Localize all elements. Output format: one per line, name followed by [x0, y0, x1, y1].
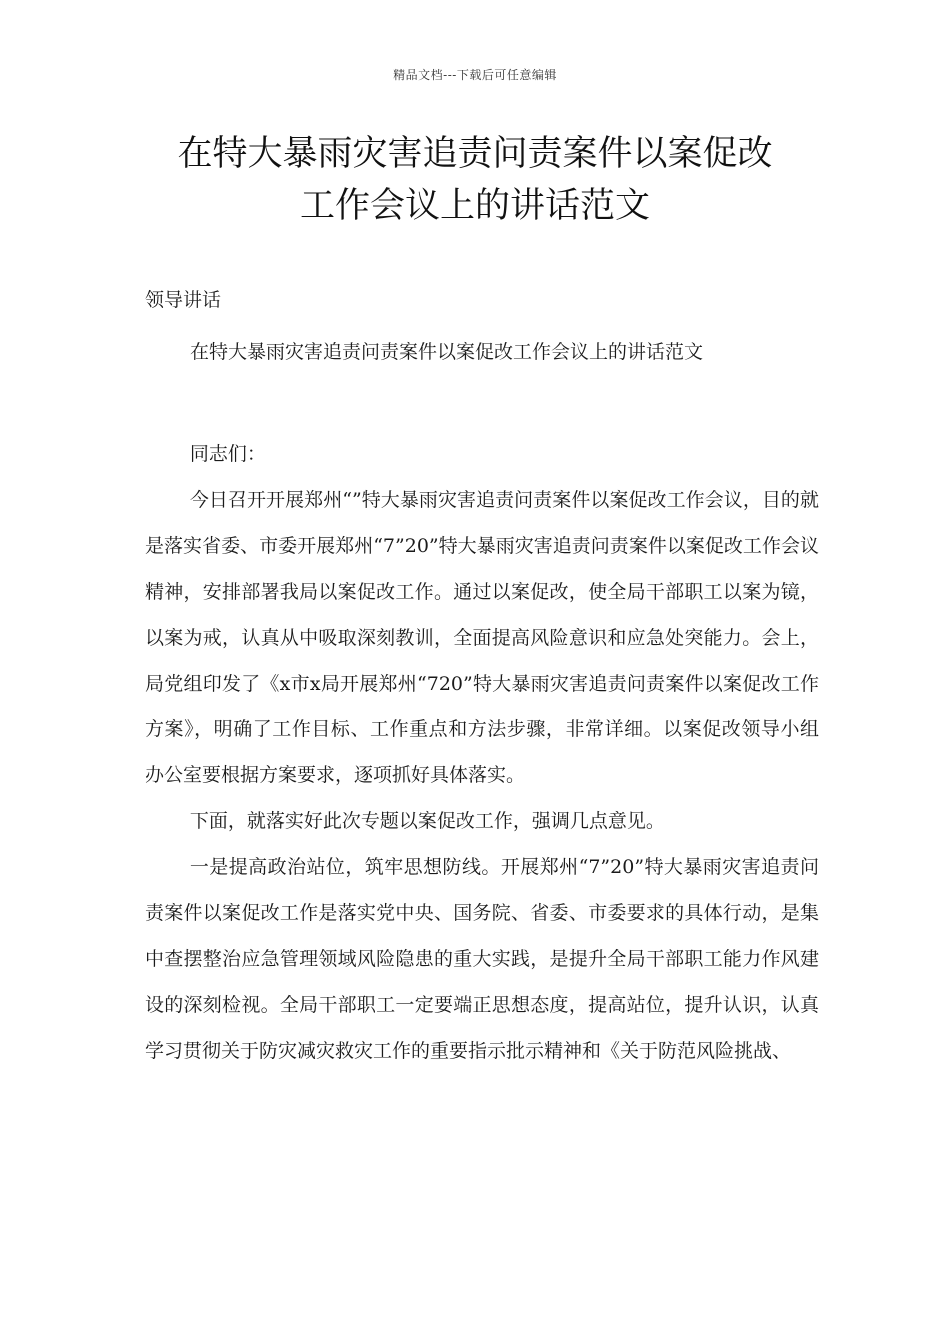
title-line-2: 工作会议上的讲话范文: [299, 186, 650, 226]
paragraph: 今日召开开展郑州“”特大暴雨灾害追责问责案件以案促改工作会议，目的就是落实省委、市委开展郑州“7”20”特大暴雨灾害追责问责案件以案促改工作会议精神，安排部署我局以案促改工作。通过以案促改，使全局干部职工以案为镜，以案为戒，认真从中吸取深刻教训，全面提高风险意识和应急处突能力。会上，局党组印发了《x市x局开展郑州“720”特大暴雨灾害追责问责案件以案促改工作方案》，明确了工作目标、工作重点和方法步骤，非常详细。以案促改领导小组办公室要根据方案要求，逐项抓好具体落实。: [145, 488, 819, 787]
paragraph: 一是提高政治站位，筑牢思想防线。开展郑州“7”20”特大暴雨灾害追责问责案件以案促改工作是落实党中央、国务院、省委、市委要求的具体行动，是集中查摆整治应急管理领域风险隐患的重大实践，是提升全局干部职工能力作风建设的深刻检视。全局干部职工一定要端正思想态度，提高站位，提升认识，认真学习贯彻关于防灾减灾救灾工作的重要指示批示精神和《关于防范风险挑战、: [145, 856, 819, 1062]
document-subtitle: 在特大暴雨灾害追责问责案件以案促改工作会议上的讲话范文: [190, 341, 704, 363]
page-header: 精品文档---下载后可任意编辑: [393, 68, 557, 82]
title-line-1: 在特大暴雨灾害追责问责案件以案促改: [177, 134, 773, 174]
document-category: 领导讲话: [145, 289, 222, 311]
paragraph-salutation: 同志们：: [189, 443, 266, 465]
document-title: [60, 128, 890, 232]
paragraph: 下面，就落实好此次专题以案促改工作，强调几点意见。: [189, 810, 665, 833]
document-body: [145, 432, 819, 1075]
